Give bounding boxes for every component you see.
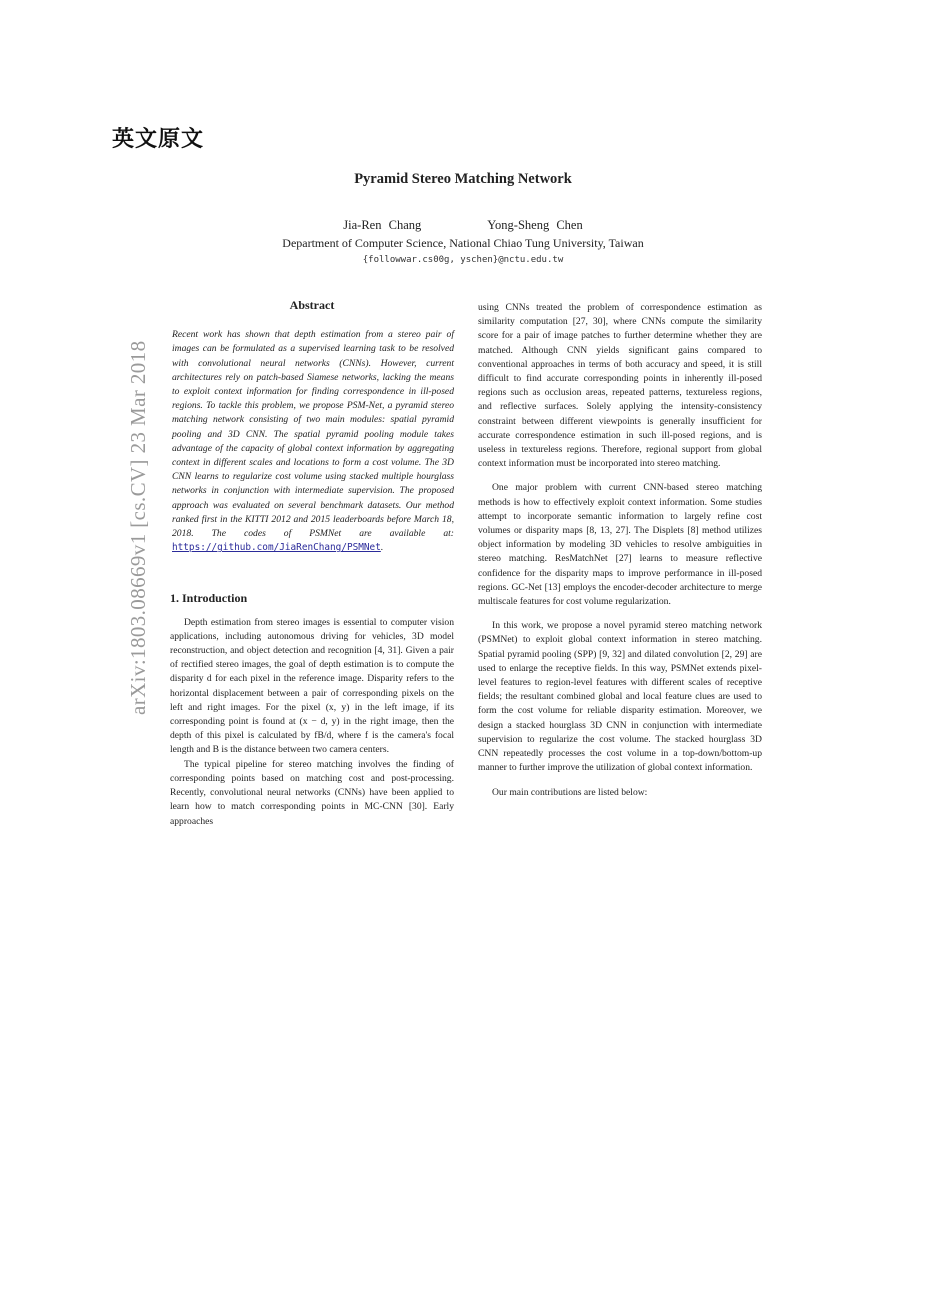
code-link[interactable]: https://github.com/JiaRenChang/PSMNet [172, 542, 381, 554]
body-paragraph: One major problem with current CNN-based stereo matching methods is how to effectively exploit context information. Some studies attempt to incorporate semantic information to largely refine cost volumes or disparity maps [8, 13, 27]. The Displets [8] method utilizes object information by modeling 3D vehicles to resolve ambiguities in stereo matching. ResMatchNet [27] learns to measure reflective confidence for the disparity maps to improve performance in ill-posed regions. GC-Net [13] employs the encoder-decoder architecture to merge multiscale features for cost volume regularization. [478, 482, 762, 608]
intro-paragraph: Depth estimation from stereo images is essential to computer vision applications, including autonomous driving for vehicles, 3D model reconstruction, and object detection and recognition [4, 31]. Given a pair of rectified stereo images, the goal of depth estimation is to compute the disparity d for each pixel in the reference image. Disparity refers to the horizontal displacement between a pair of corresponding pixels on the left and right images. For the pixel (x, y) in the left image, if its corresponding point is found at (x − d, y) in the right image, then the depth of this pixel is calculated by fB/d, where f is the camera's focal length and B is the distance between two camera centers. [170, 616, 454, 756]
abstract-body: Recent work has shown that depth estimation from a stereo pair of images can be formulated as a supervised learning task to be resolved with convolutional neural networks (CNNs). However, current architectures rely on patch-based Siamese networks, lacking the means to exploit context information for finding correspondence in ill-posed regions. To tackle this problem, we propose PSM-Net, a pyramid stereo matching network consisting of two main modules: spatial pyramid pooling and 3D CNN. The spatial pyramid pooling module takes advantage of the capacity of global context information by aggregating context in different scales and locations to form a cost volume. The 3D CNN learns to regularize cost volume using stacked multiple hourglass networks in conjunction with intermediate supervision. The proposed approach was evaluated on several benchmark datasets. Our method ranked first in the KITTI 2012 and 2015 leaderboards before March 18, 2018. The codes of PSMNet are available at: [172, 329, 454, 540]
abstract-end: . [380, 542, 384, 554]
body-paragraph: In this work, we propose a novel pyramid stereo matching network (PSMNet) to exploit global context information in stereo matching. Spatial pyramid pooling (SPP) [9, 32] and dilated convolution [2, 29] are used to enlarge the receptive fields. In this way, PSMNet extends pixel-level features to region-level features with different scales of receptive fields; the resultant combined global and local feature clues are used to form the cost volume for reliable disparity estimation. Moreover, we design a stacked hourglass 3D CNN in conjunction with intermediate supervision to regularize the cost volume. The stacked hourglass 3D CNN repeatedly processes the cost volume in a top-down/bottom-up manner to further improve the utilization of global context information. [478, 620, 762, 774]
author-list [200, 218, 726, 233]
author-name: Jia-Ren Chang [343, 218, 422, 232]
intro-paragraph: The typical pipeline for stereo matching involves the finding of corresponding points based on matching cost and post-processing. Recently, convolutional neural networks (CNNs) have been applied to learn how to match corresponding points in MC-CNN [30]. Early approaches [170, 758, 454, 827]
right-column [478, 301, 762, 810]
author-name: Yong-Sheng Chen [487, 218, 583, 232]
arxiv-identifier: arXiv:1803.08669v1 [cs.CV] 23 Mar 2018 [126, 340, 150, 715]
affiliation: Department of Computer Science, National Chiao Tung University, Taiwan [282, 236, 644, 250]
abstract-heading: Abstract [289, 298, 335, 312]
paper-title: Pyramid Stereo Matching Network [354, 171, 572, 187]
author-emails: {followwar.cs00g, yschen}@nctu.edu.tw [362, 255, 564, 265]
body-paragraph: Our main contributions are listed below: [492, 786, 648, 798]
section-heading: 1. Introduction [170, 591, 248, 606]
abstract-text [170, 328, 454, 555]
page-heading: 英文原文 [112, 127, 205, 152]
body-paragraph: using CNNs treated the problem of correspondence estimation as similarity computation [27, 30], where CNNs compute the similarity score for a pair of image patches to further determine whether they are matched. Although CNN yields significant gains compared to conventional approaches in terms of both accuracy and speed, it is still difficult to find accurate corresponding points in inherently ill-posed regions such as occlusion areas, repeated patterns, textureless regions, and reflective surfaces. Solely applying the intensity-consistency constraint between different viewpoints is generally insufficient for accurate correspondence estimation in such ill-posed regions, and is useless in textureless regions. Therefore, regional support from global context information must be incorporated into stereo matching. [478, 302, 762, 470]
left-column [170, 298, 454, 829]
